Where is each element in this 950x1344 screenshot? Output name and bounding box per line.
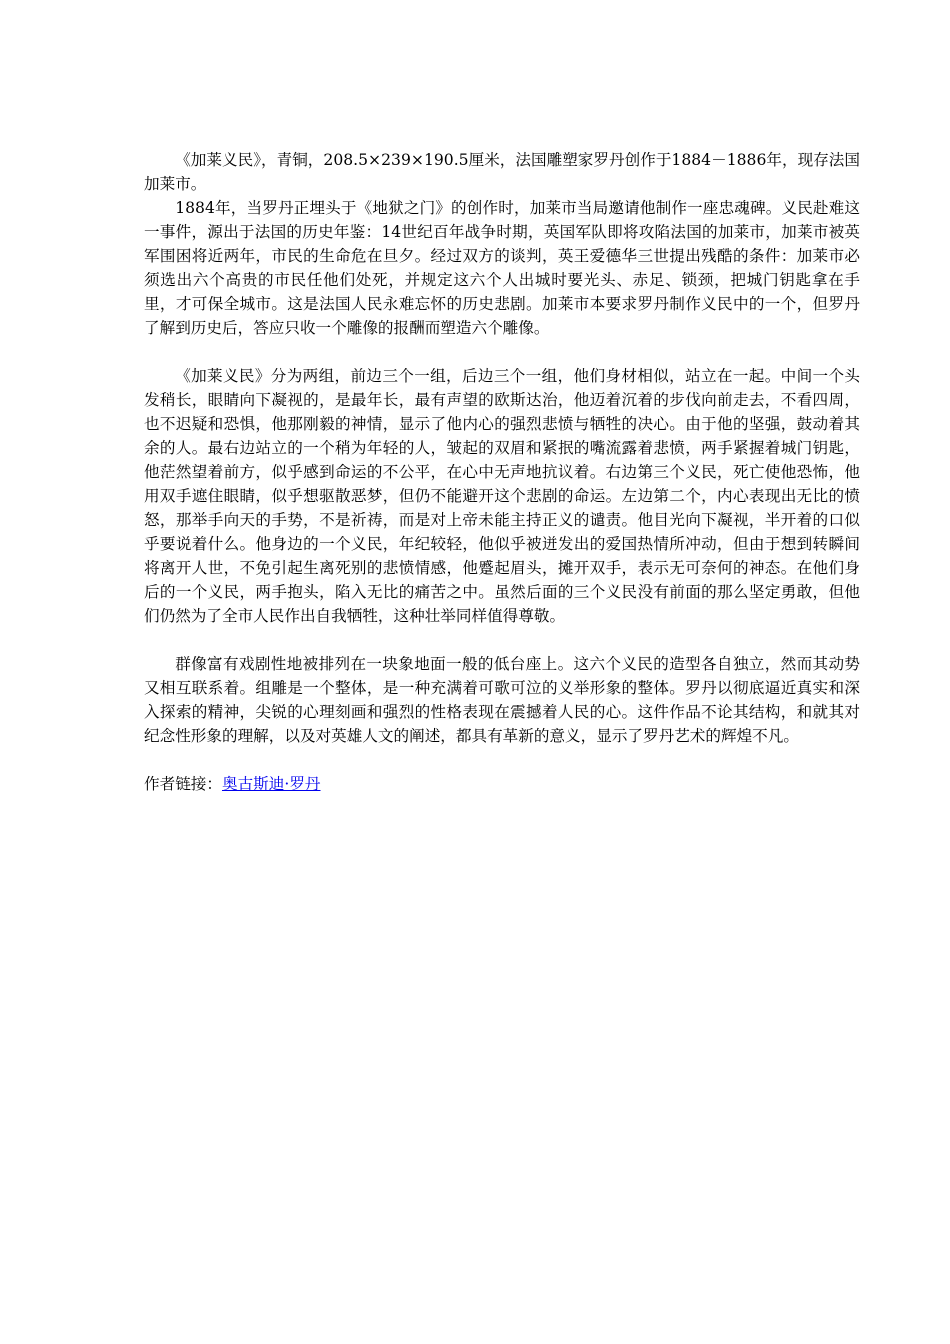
author-line	[144, 772, 860, 796]
paragraph-gap	[144, 340, 860, 364]
paragraph-description: 《加莱义民》分为两组，前边三个一组，后边三个一组，他们身材相似，站立在一起。中间一个头发稍长，眼睛向下凝视的，是最年长，最有声望的欧斯达治，他迈着沉着的步伐向前走去，不看四周，也不迟疑和恐惧，他那刚毅的神情，显示了他内心的强烈悲愤与牺牲的决心。由于他的坚强，鼓动着其余的人。最右边站立的一个稍为年轻的人，皱起的双眉和紧抿的嘴流露着悲愤，两手紧握着城门钥匙，他茫然望着前方，似乎感到命运的不公平，在心中无声地抗议着。右边第三个义民，死亡使他恐怖，他用双手遮住眼睛，似乎想驱散恶梦，但仍不能避开这个悲剧的命运。左边第二个，内心表现出无比的愤怒，那举手向天的手势，不是祈祷，而是对上帝未能主持正义的谴责。他目光向下凝视，半开着的口似乎要说着什么。他身边的一个义民，年纪较轻，他似乎被迸发出的爱国热情所冲动，但由于想到转瞬间将离开人世，不免引起生离死别的悲愤情感，他蹙起眉头，摊开双手，表示无可奈何的神态。在他们身后的一个义民，两手抱头，陷入无比的痛苦之中。虽然后面的三个义民没有前面的那么坚定勇敢，但他们仍然为了全市人民作出自我牺牲，这种壮举同样值得尊敬。	[144, 367, 860, 625]
paragraph-gap	[144, 628, 860, 652]
paragraph-intro: 《加莱义民》，青铜，208.5×239×190.5厘米，法国雕塑家罗丹创作于1884－1886年，现存法国加莱市。	[144, 151, 860, 193]
paragraph-evaluation: 群像富有戏剧性地被排列在一块象地面一般的低台座上。这六个义民的造型各自独立，然而其动势又相互联系着。组雕是一个整体，是一种充满着可歌可泣的义举形象的整体。罗丹以彻底逼近真实和深入探索的精神，尖锐的心理刻画和强烈的性格表现在震撼着人民的心。这件作品不论其结构，和就其对纪念性形象的理解，以及对英雄人文的阐述，都具有革新的意义，显示了罗丹艺术的辉煌不凡。	[144, 655, 860, 745]
author-link[interactable]: 奥古斯迪·罗丹	[221, 775, 321, 793]
paragraph-gap	[144, 748, 860, 772]
paragraph-history: 1884年，当罗丹正埋头于《地狱之门》的创作时，加莱市当局邀请他制作一座忠魂碑。义民赴难这一事件，源出于法国的历史年鉴：14世纪百年战争时期，英国军队即将攻陷法国的加莱市，加莱市被英军围困将近两年，市民的生命危在旦夕。经过双方的谈判，英王爱德华三世提出残酷的条件：加莱市必须选出六个高贵的市民任他们处死，并规定这六个人出城时要光头、赤足、锁颈，把城门钥匙拿在手里，才可保全城市。这是法国人民永难忘怀的历史悲剧。加莱市本要求罗丹制作义民中的一个，但罗丹了解到历史后，答应只收一个雕像的报酬而塑造六个雕像。	[144, 199, 860, 337]
author-label: 作者链接：	[144, 775, 222, 793]
document-page	[144, 148, 860, 796]
